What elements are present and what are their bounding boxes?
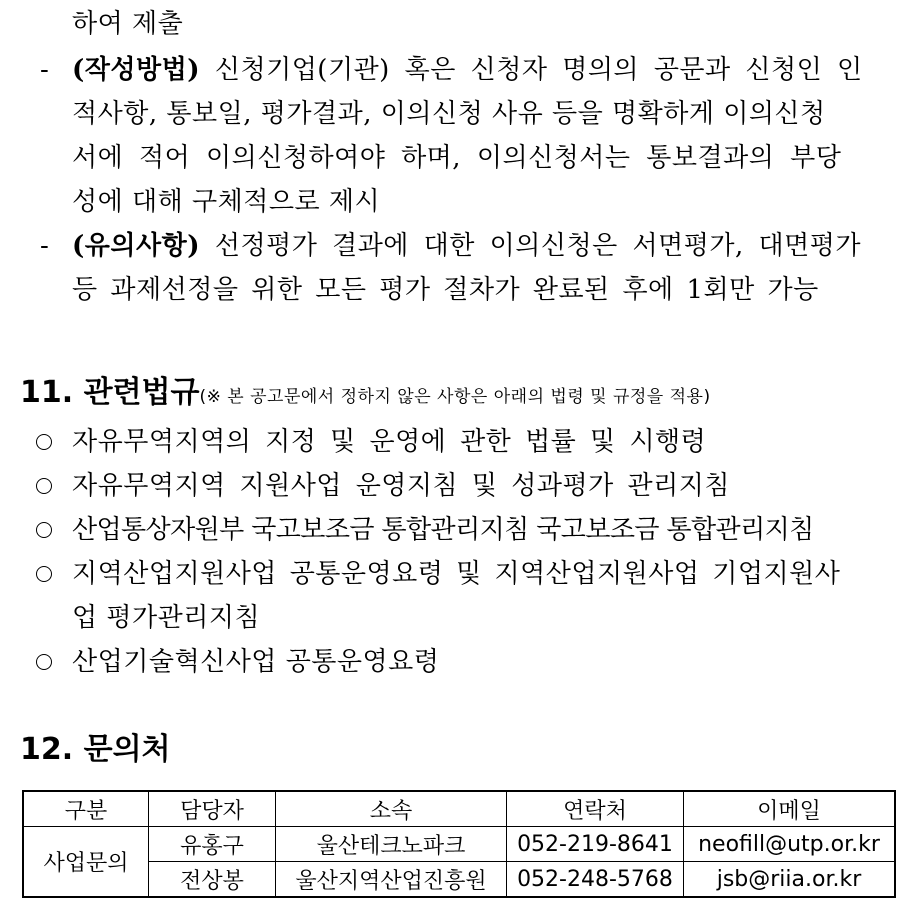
table-cell: 052-219-8641 <box>507 827 684 862</box>
list-item: 자유무역지역의 지정 및 운영에 관한 법률 및 시행령 <box>72 427 707 457</box>
text-line: 하여 제출 <box>72 9 184 39</box>
table-cell: 유홍구 <box>149 827 276 862</box>
text-line <box>72 52 863 88</box>
list-item: 지역산업지원사업 공통운영요령 및 지역산업지원사업 기업지원사 <box>72 559 841 589</box>
text-line: 성에 대해 구체적으로 제시 <box>72 187 381 217</box>
section-heading <box>20 730 171 770</box>
list-item: 자유무역지역 지원사업 운영지침 및 성과평가 관리지침 <box>72 471 730 501</box>
text-line <box>72 228 861 264</box>
column-header: 소속 <box>276 791 507 827</box>
item-text: 신청기업(기관) 혹은 신청자 명의의 공문과 신청인 인 <box>200 55 863 85</box>
section-heading <box>20 373 711 417</box>
table-cell: 052-248-5768 <box>507 862 684 898</box>
group-cell: 사업문의 <box>23 827 149 898</box>
dash-marker: - <box>40 231 49 261</box>
circle-bullet-icon <box>36 566 52 582</box>
section-title: 11. 관련법규 <box>20 375 200 410</box>
column-header: 구분 <box>23 791 149 827</box>
list-item: 산업기술혁신사업 공통운영요령 <box>72 647 440 677</box>
table-cell: 전상봉 <box>149 862 276 898</box>
table-cell: neofill@utp.or.kr <box>684 827 896 862</box>
table-cell: 울산테크노파크 <box>276 827 507 862</box>
table-row <box>23 827 895 862</box>
list-item: 산업통상자원부 국고보조금 통합관리지침 국고보조금 통합관리지침 <box>72 515 814 545</box>
circle-bullet-icon <box>36 522 52 538</box>
circle-bullet-icon <box>36 654 52 670</box>
column-header: 연락처 <box>507 791 684 827</box>
text-line: 서에 적어 이의신청하여야 하며, 이의신청서는 통보결과의 부당 <box>72 143 842 173</box>
item-text: 선정평가 결과에 대한 이의신청은 서면평가, 대면평가 <box>200 231 861 261</box>
column-header: 이메일 <box>684 791 896 827</box>
contact-table <box>22 790 896 898</box>
item-label: (유의사항) <box>72 231 201 261</box>
table-cell: jsb@riia.or.kr <box>684 862 896 898</box>
table-header-row <box>23 791 895 827</box>
text-line: 등 과제선정을 위한 모든 평가 절차가 완료된 후에 1회만 가능 <box>72 275 819 305</box>
circle-bullet-icon <box>36 478 52 494</box>
table-row <box>23 862 895 898</box>
section-note: (※ 본 공고문에서 정하지 않은 사항은 아래의 법령 및 규정을 적용) <box>199 387 711 407</box>
section-title: 12. 문의처 <box>20 732 171 767</box>
list-item-continuation: 업 평가관리지침 <box>72 603 261 633</box>
text-line: 적사항, 통보일, 평가결과, 이의신청 사유 등을 명확하게 이의신청 <box>72 99 826 129</box>
dash-marker: - <box>40 55 49 85</box>
item-label: (작성방법) <box>72 55 201 85</box>
table-cell: 울산지역산업진흥원 <box>276 862 507 898</box>
circle-bullet-icon <box>36 434 52 450</box>
column-header: 담당자 <box>149 791 276 827</box>
